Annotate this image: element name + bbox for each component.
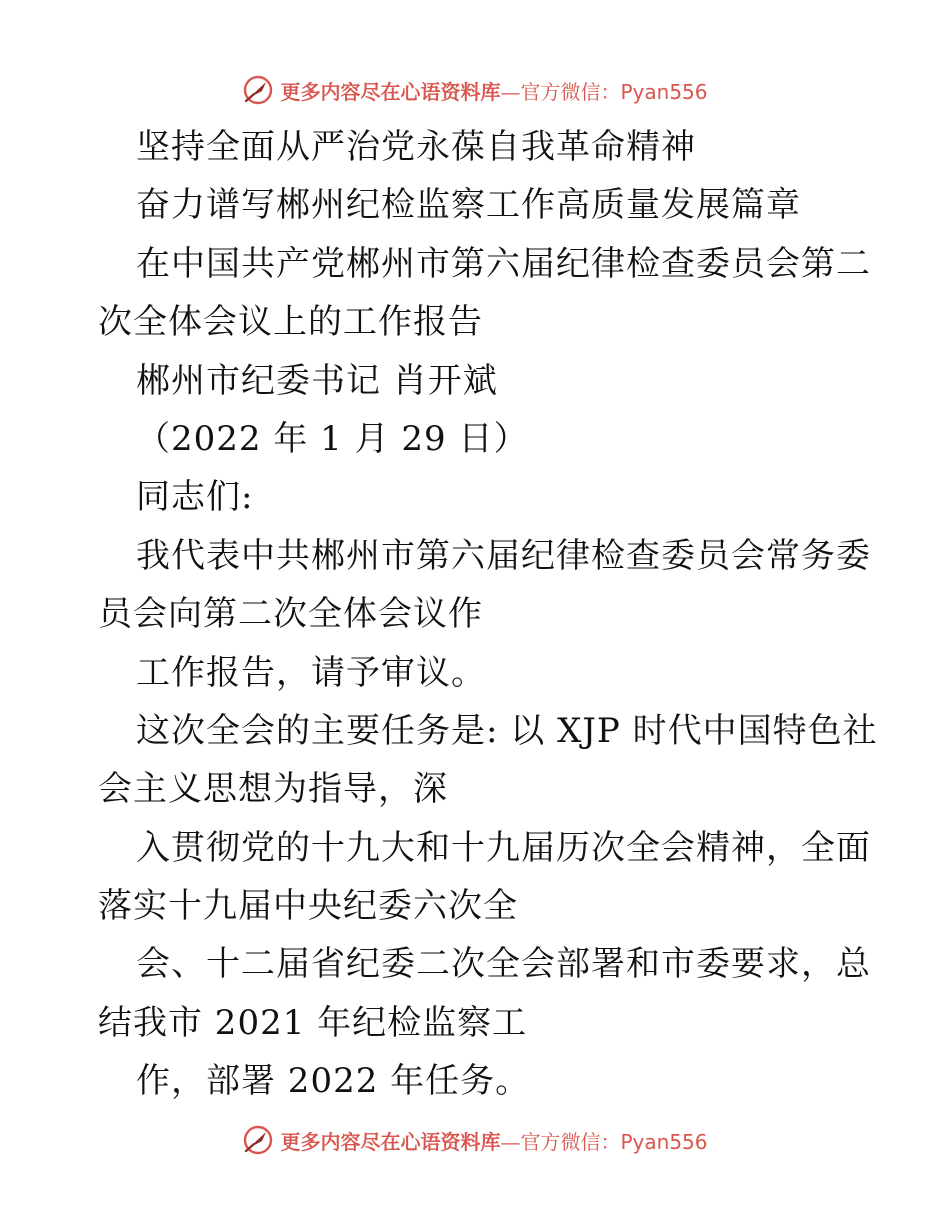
watermark-main: 更多内容尽在心语资料库 — [280, 79, 501, 104]
watermark-footer — [0, 1120, 950, 1160]
document-line: （2022 年 1 月 29 日） — [136, 418, 529, 459]
watermark-id: Pyan556 — [620, 1129, 708, 1154]
document-line: 我代表中共郴州市第六届纪律检查委员会常务委 — [136, 535, 871, 576]
document-line: 坚持全面从严治党永葆自我革命精神 — [136, 127, 696, 167]
watermark-id: Pyan556 — [620, 79, 708, 104]
watermark-official: 官方微信： — [520, 79, 621, 104]
watermark-main: 更多内容尽在心语资料库 — [280, 1129, 501, 1154]
feather-logo-icon — [242, 1124, 274, 1156]
document-line: 结我市 2021 年纪检监察工 — [98, 1002, 528, 1043]
document-line: 会、十二届省纪委二次全会部署和市委要求，总 — [136, 944, 871, 985]
document-line: 入贯彻党的十九大和十九届历次全会精神，全面 — [136, 827, 871, 868]
document-line: 同志们: — [136, 477, 254, 518]
watermark-official: 官方微信： — [520, 1129, 621, 1154]
watermark-dash: — — [500, 1129, 521, 1154]
document-line: 员会向第二次全体会议作 — [98, 594, 483, 635]
document-line: 这次全会的主要任务是: 以 XJP 时代中国特色社 — [136, 710, 878, 751]
feather-logo-icon — [242, 74, 274, 106]
watermark-text — [280, 76, 707, 105]
document-line: 奋力谱写郴州纪检监察工作高质量发展篇章 — [136, 185, 801, 226]
document-line: 作，部署 2022 年任务。 — [136, 1061, 531, 1102]
document-body — [98, 118, 878, 1111]
document-line: 落实十九届中央纪委六次全 — [98, 886, 518, 927]
document-line: 郴州市纪委书记 肖开斌 — [136, 360, 498, 401]
document-line: 会主义思想为指导，深 — [98, 769, 448, 810]
document-line: 次全体会议上的工作报告 — [98, 302, 483, 343]
document-line: 在中国共产党郴州市第六届纪律检查委员会第二 — [136, 243, 871, 284]
watermark-text — [280, 1126, 707, 1155]
watermark-header — [0, 70, 950, 110]
document-line: 工作报告，请予审议。 — [136, 652, 486, 693]
watermark-dash: — — [500, 79, 521, 104]
